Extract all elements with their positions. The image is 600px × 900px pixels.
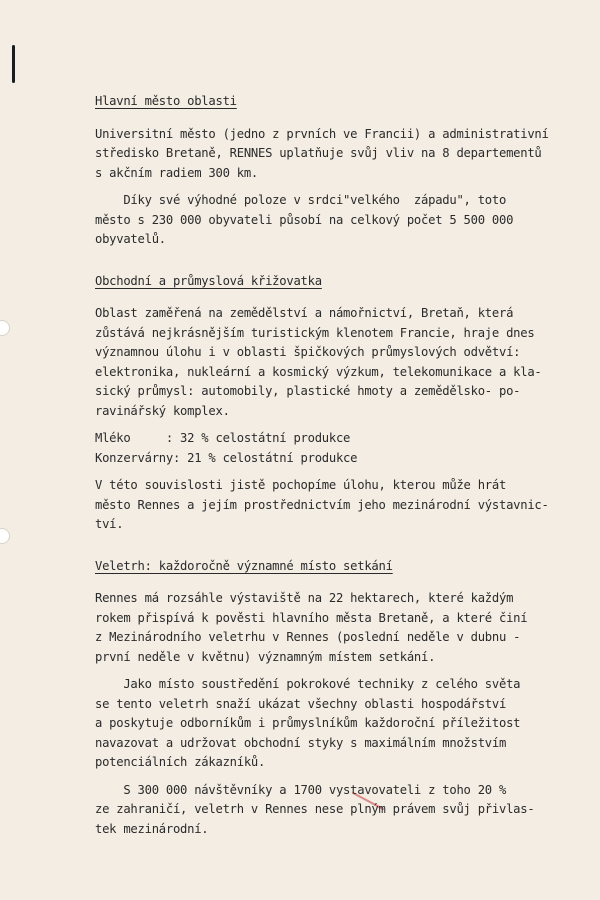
text-line: Jako místo soustředění pokrokové techniky z celého světa	[95, 677, 521, 691]
text-line: se tento veletrh snaží ukázat všechny oblasti hospodářství	[95, 696, 507, 711]
text-line: zůstává nejkrásnějším turistickým klenotem Francie, hraje dnes	[95, 325, 535, 340]
text-line: ze zahraničí, veletrh v Rennes nese plným právem svůj přivlas-	[95, 802, 535, 816]
text-line: město s 230 000 obyvateli působí na celkový počet 5 500 000	[95, 212, 514, 227]
text-line: Konzervárny: 21 % celostátní produkce	[95, 450, 358, 465]
text-line: významnou úlohu i v oblasti špičkových průmyslových odvětví:	[95, 345, 521, 359]
text-line: město Rennes a jejím prostřednictvím jeho mezinárodní výstavnic-	[95, 497, 549, 512]
text-line: první neděle v květnu) významným místem setkání.	[95, 649, 436, 664]
text-line: S 300 000 návštěvníky a 1700 vystavovateli z toho 20 %	[95, 782, 507, 797]
text-line: navazovat a udržovat obchodní styky s maximálním množstvím	[95, 735, 507, 750]
text-line: tek mezinárodní.	[95, 821, 209, 836]
typed-text-body	[95, 92, 595, 839]
section-heading: Hlavní město oblasti	[95, 94, 237, 108]
text-line: obyvatelů.	[95, 232, 166, 246]
text-line: a poskytuje odborníkům i průmyslníkům každoroční příležitost	[95, 716, 521, 730]
punch-hole-lower	[0, 528, 10, 544]
text-line: elektronika, nukleární a kosmický výzkum, telekomunikace a kla-	[95, 364, 542, 379]
punch-hole-upper	[0, 320, 10, 336]
text-line: Rennes má rozsáhle výstaviště na 22 hektarech, které každým	[95, 591, 514, 605]
text-line: Mléko : 32 % celostátní produkce	[95, 431, 351, 445]
text-line: tví.	[95, 517, 124, 531]
text-line: středisko Bretaně, RENNES uplatňuje svůj vliv na 8 departementů	[95, 146, 542, 160]
text-line: rokem přispívá k pověsti hlavního města Bretaně, a které činí	[95, 610, 528, 625]
text-line: potenciálních zákazníků.	[95, 755, 266, 769]
text-line: sický průmysl: automobily, plastické hmoty a zemědělsko- po-	[95, 384, 521, 398]
margin-ink-mark	[12, 45, 15, 83]
section-heading: Obchodní a průmyslová křižovatka	[95, 273, 322, 288]
text-line: Universitní město (jedno z prvních ve Francii) a administrativní	[95, 126, 549, 141]
section-heading: Veletrh: každoročně významné místo setkání	[95, 558, 393, 573]
text-line: s akčním radiem 300 km.	[95, 165, 259, 180]
text-line: ravinářský komplex.	[95, 403, 230, 418]
text-line: z Mezinárodního veletrhu v Rennes (poslední neděle v dubnu -	[95, 630, 521, 644]
text-line: Díky své výhodné poloze v srdci"velkého západu", toto	[95, 193, 507, 207]
text-line: Oblast zaměřená na zemědělství a námořnictví, Bretaň, která	[95, 306, 514, 320]
text-line: V této souvislosti jistě pochopíme úlohu, kterou může hrát	[95, 478, 507, 492]
